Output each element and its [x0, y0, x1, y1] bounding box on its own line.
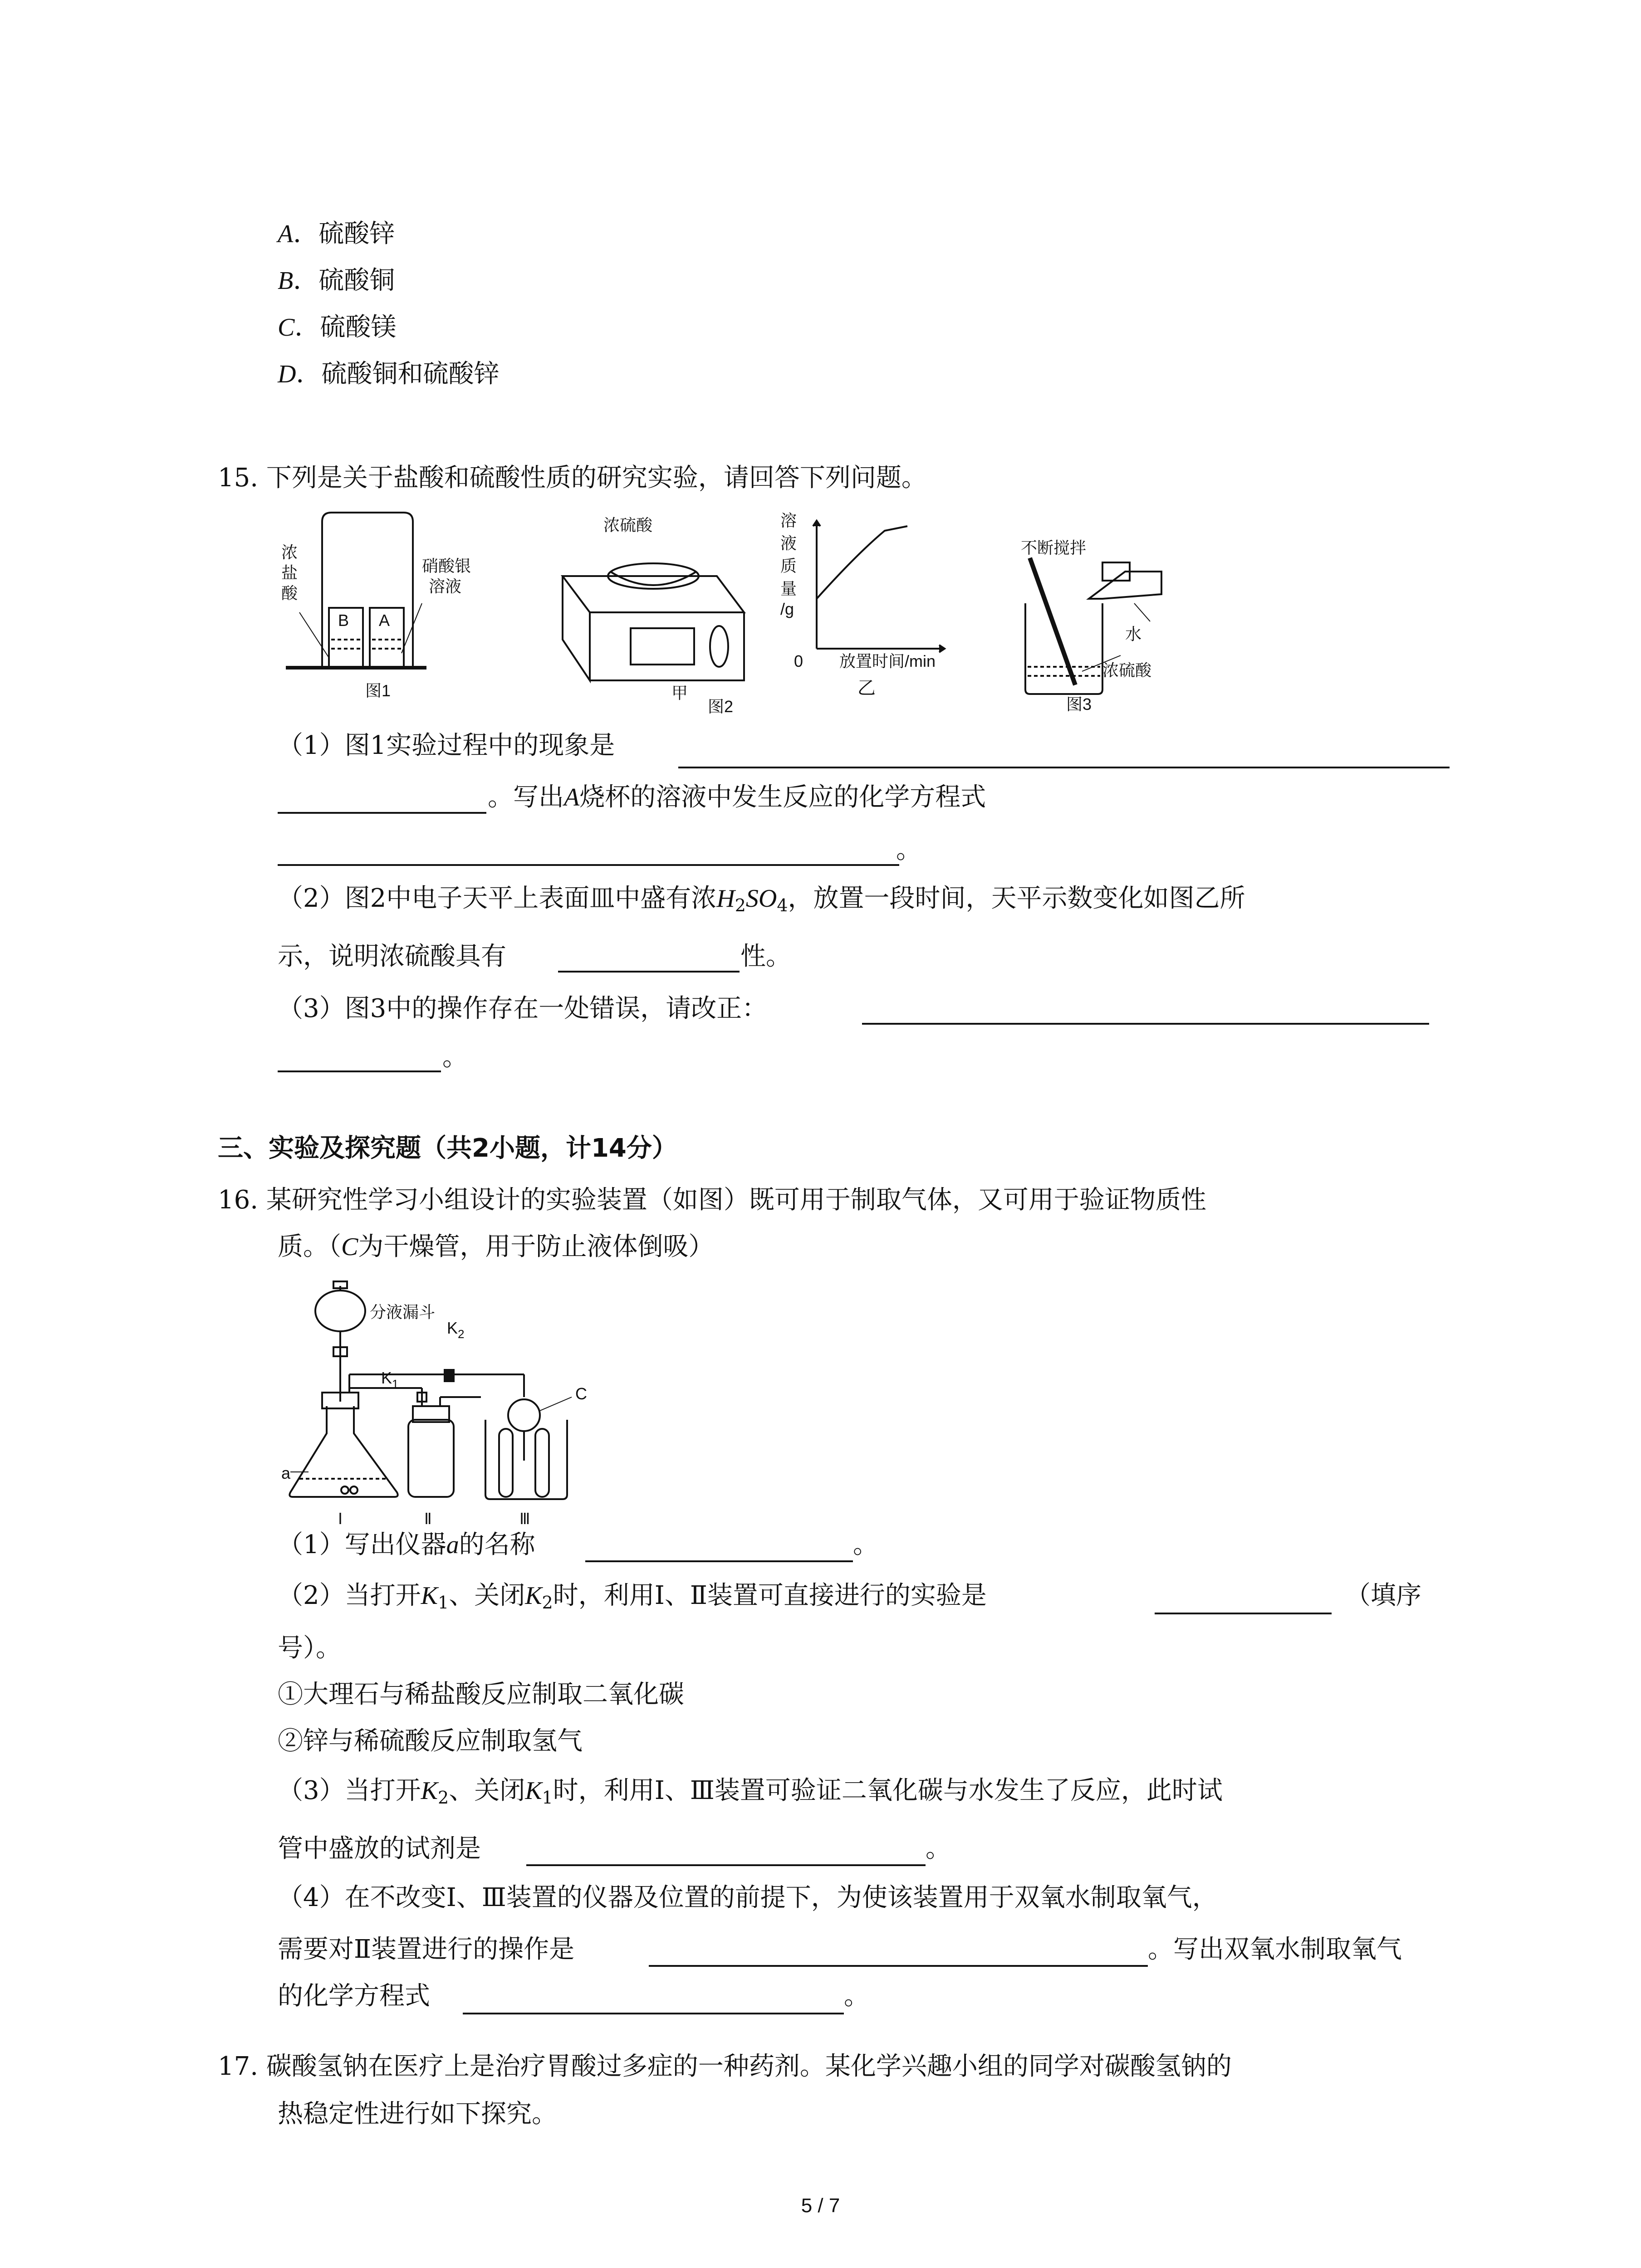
q16-p1-end: 。 — [853, 1530, 878, 1559]
fig2-xlabel: 放置时间/min — [839, 652, 936, 670]
fig2-caption-yi: 乙 — [857, 678, 876, 698]
label-k2: $K_2$ — [447, 1319, 465, 1341]
fig1-beaker-b: B — [338, 611, 349, 630]
q16-p4-a: （4）在不改变Ⅰ、Ⅲ装置的仪器及位置的前提下，为使该装置用于双氧水制取氧气， — [278, 1883, 1218, 1912]
fig1-label-hcl-2: 盐 — [281, 563, 298, 582]
q16-p2: （2）当打开$K_1$、关闭$K_2$时，利用Ⅰ、Ⅱ装置可直接进行的实验是 — [278, 1581, 987, 1613]
fig3-label-water: 水 — [1125, 625, 1142, 643]
fig1-label-agno3-2: 溶液 — [429, 577, 462, 596]
fig1-apparatus — [286, 513, 426, 668]
label-I: Ⅰ — [338, 1510, 343, 1528]
q15-p1-blank-3[interactable] — [278, 864, 899, 866]
q15-p1-blank-1[interactable] — [678, 767, 1450, 768]
q15-p1-a: （1）图1实验过程中的现象是 — [278, 731, 615, 760]
q16-p4-d: 的化学方程式 — [278, 1981, 430, 2011]
q15-p1-b: 。写出A烧杯的溶液中发生反应的化学方程式 — [488, 782, 986, 812]
q17-line-2: 热稳定性进行如下探究。 — [278, 2099, 557, 2129]
q16-p3-e: 。 — [926, 1834, 951, 1863]
fig3-label-acid: 浓硫酸 — [1102, 661, 1152, 679]
option-b: B．硫酸铜 — [278, 266, 395, 295]
fig1-caption: 图1 — [365, 681, 391, 700]
q15-p3-a: （3）图3中的操作存在一处错误，请改正： — [278, 994, 768, 1023]
fig2-origin: 0 — [794, 652, 803, 670]
option-a: A．硫酸锌 — [278, 219, 395, 249]
q15-p2-blank[interactable] — [558, 971, 740, 973]
q17-line-1: 17. 碳酸氢钠在医疗上是治疗胃酸过多症的一种药剂。某化学兴趣小组的同学对碳酸氢钠的 — [218, 2052, 1232, 2081]
q16-p3-blank[interactable] — [526, 1864, 926, 1866]
fig3-label-stir: 不断搅拌 — [1021, 538, 1087, 557]
q16-p4-blank-1[interactable] — [649, 1965, 1148, 1967]
q15-figures — [272, 503, 1270, 721]
q16-p4-e: 。 — [844, 1981, 869, 2011]
fig2-ylabel-1: 溶 — [780, 511, 797, 530]
q16-p1: （1）写出仪器a的名称 — [278, 1530, 535, 1559]
q16-opt-2: ②锌与稀硫酸反应制取氢气 — [278, 1726, 583, 1756]
label-II: Ⅱ — [424, 1510, 432, 1528]
fig1-label-hcl-3: 酸 — [281, 584, 298, 602]
q15-p1-blank-2[interactable] — [278, 812, 486, 814]
fig1-label-hcl-1: 浓 — [281, 543, 298, 562]
label-a: a — [281, 1464, 291, 1482]
q16-p3: （3）当打开$K_2$、关闭$K_1$时，利用Ⅰ、Ⅲ装置可验证二氧化碳与水发生了反应，此时试 — [278, 1776, 1223, 1808]
q15-p3-b: 。 — [442, 1042, 468, 1072]
label-III: Ⅲ — [519, 1510, 530, 1528]
page-number: 5 / 7 — [801, 2195, 840, 2217]
q16-p2-e: 号）。 — [278, 1633, 341, 1663]
option-c: C．硫酸镁 — [278, 313, 397, 342]
fig3-caption: 图3 — [1066, 695, 1092, 714]
fig2-ylabel-3: 质 — [780, 557, 797, 575]
fig2-caption-jia: 甲 — [671, 684, 688, 702]
q15-p3-blank-2[interactable] — [278, 1070, 441, 1072]
q15-p1-c: 。 — [896, 835, 921, 865]
q16-p4-blank-2[interactable] — [463, 2013, 844, 2014]
q16-stem-a: 16. 某研究性学习小组设计的实验装置（如图）既可用于制取气体，又可用于验证物质性 — [218, 1185, 1206, 1215]
fig1-label-agno3-1: 硝酸银 — [422, 557, 471, 575]
q16-p1-blank[interactable] — [585, 1560, 853, 1562]
q16-p2-d: （填序 — [1345, 1581, 1421, 1610]
q16-p2-blank[interactable] — [1155, 1613, 1332, 1614]
q16-p4-b: 需要对Ⅱ装置进行的操作是 — [278, 1935, 575, 1964]
fig2-ylabel-5: /g — [780, 600, 794, 618]
label-c: C — [575, 1384, 587, 1403]
q16-apparatus — [272, 1279, 612, 1533]
label-sep-funnel: 分液漏斗 — [370, 1303, 436, 1321]
option-d: D．硫酸铜和硫酸锌 — [278, 359, 500, 389]
q15-stem: 15. 下列是关于盐酸和硫酸性质的研究实验，请回答下列问题。 — [218, 463, 927, 493]
label-k1: $K_1$ — [381, 1369, 399, 1391]
q15-p3-blank-1[interactable] — [862, 1023, 1429, 1025]
fig2-ylabel-2: 液 — [780, 534, 797, 552]
fig2-label-h2so4: 浓硫酸 — [603, 516, 653, 534]
fig2-ylabel-4: 量 — [780, 579, 797, 598]
fig2-graph — [813, 521, 945, 652]
q16-opt-1: ①大理石与稀盐酸反应制取二氧化碳 — [278, 1680, 684, 1709]
q16-p3-d: 管中盛放的试剂是 — [278, 1834, 481, 1863]
fig2-balance — [563, 563, 744, 680]
q16-p4-c: 。写出双氧水制取氧气 — [1148, 1935, 1402, 1964]
fig1-beaker-a: A — [379, 611, 390, 630]
q15-p2-a: （2）图2中电子天平上表面皿中盛有浓$H_2SO_4$，放置一段时间，天平示数变化如图乙所 — [278, 884, 1245, 915]
fig2-caption: 图2 — [708, 697, 734, 716]
q15-p2-c: 示，说明浓硫酸具有 — [278, 942, 506, 971]
section-3-title: 三、实验及探究题（共2小题，计14分） — [218, 1134, 677, 1163]
q15-p2-d: 性。 — [740, 942, 791, 971]
q16-stem-b: 质。（C为干燥管，用于防止液体倒吸） — [278, 1232, 714, 1261]
mass-curve — [817, 526, 907, 599]
